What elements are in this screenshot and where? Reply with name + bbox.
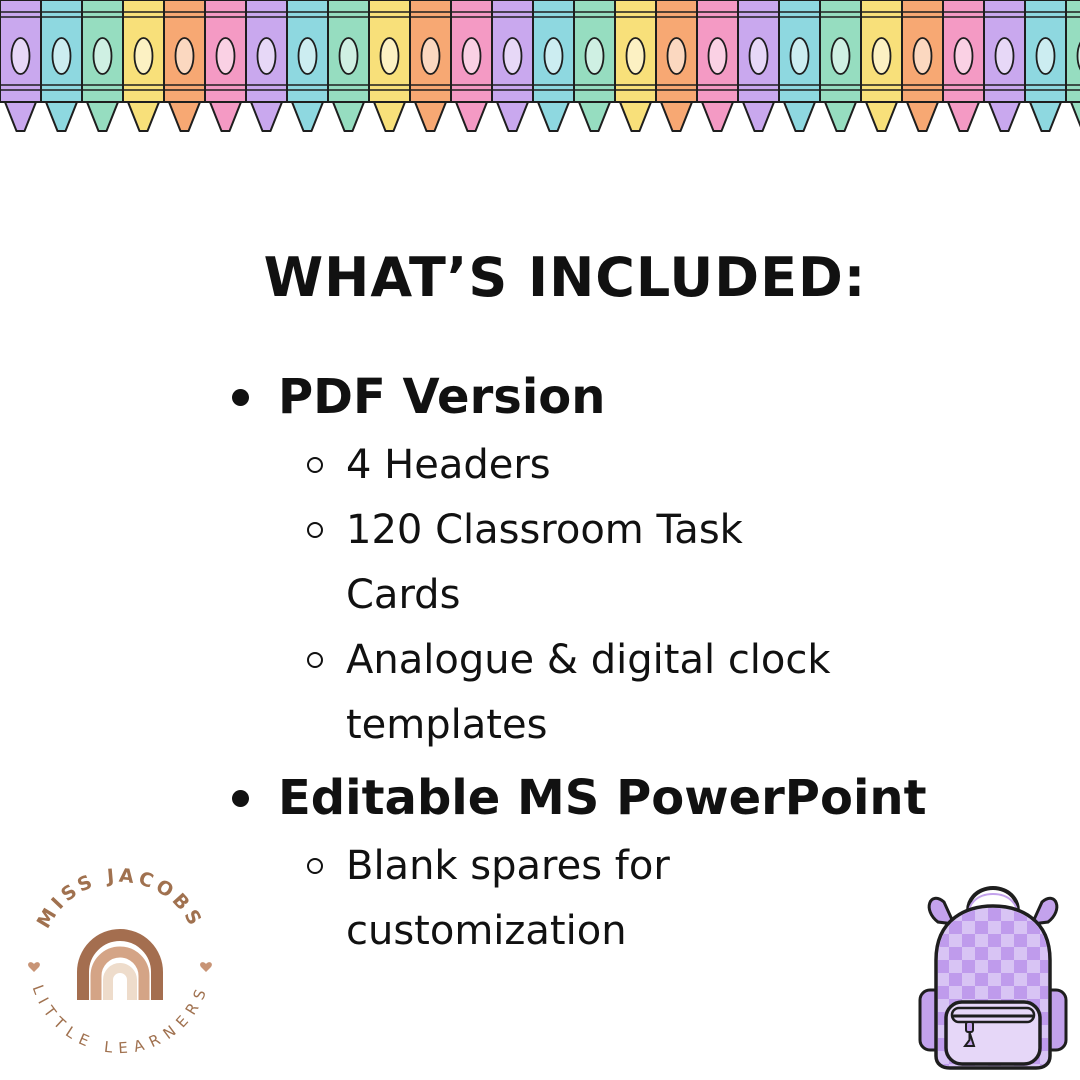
section-label: Editable MS PowerPoint — [278, 770, 927, 826]
crayon — [861, 0, 902, 131]
circle-bullet-icon — [307, 858, 323, 874]
bullet-icon — [232, 389, 249, 406]
section-pdf-row — [228, 365, 1028, 429]
list-item — [228, 498, 816, 628]
crayon — [697, 0, 738, 131]
crayon — [902, 0, 943, 131]
crayon — [533, 0, 574, 131]
crayon — [779, 0, 820, 131]
crayon — [246, 0, 287, 131]
bullet-icon — [232, 790, 249, 807]
crayon — [205, 0, 246, 131]
crayon — [738, 0, 779, 131]
circle-bullet-icon — [307, 652, 323, 668]
crayon — [984, 0, 1025, 131]
section-pdf — [228, 365, 1028, 758]
list-item-label: 4 Headers — [346, 442, 551, 488]
crayon — [615, 0, 656, 131]
crayon — [41, 0, 82, 131]
section-powerpoint-row — [228, 766, 1028, 830]
logo — [20, 860, 220, 1060]
crayon — [943, 0, 984, 131]
logo-bottom-text: LITTLE LEARNERS — [28, 982, 212, 1058]
crayon — [1025, 0, 1066, 131]
logo-top-text: MISS JACOBS — [32, 864, 208, 933]
crayon-border — [0, 0, 1080, 140]
circle-bullet-icon — [307, 522, 323, 538]
list-item-label: Blank spares for customization — [346, 843, 670, 954]
crayon — [287, 0, 328, 131]
crayon — [123, 0, 164, 131]
list-item-label: 120 Classroom Task Cards — [346, 507, 743, 618]
crayon — [164, 0, 205, 131]
rainbow-icon — [83, 935, 157, 1000]
heart-icon — [200, 962, 212, 972]
crayon — [451, 0, 492, 131]
crayon — [656, 0, 697, 131]
crayon — [0, 0, 41, 131]
page-title: WHAT’S INCLUDED: — [263, 246, 867, 309]
crayon — [410, 0, 451, 131]
crayon — [1066, 0, 1080, 131]
circle-bullet-icon — [307, 457, 323, 473]
crayon — [82, 0, 123, 131]
crayon — [820, 0, 861, 131]
section-pdf-items — [228, 433, 1028, 758]
crayon — [574, 0, 615, 131]
section-label: PDF Version — [278, 369, 606, 425]
list-item-label: Analogue & digital clock templates — [346, 637, 831, 748]
crayon — [328, 0, 369, 131]
heart-icon — [28, 962, 40, 972]
crayon — [492, 0, 533, 131]
crayon — [369, 0, 410, 131]
list-item — [228, 834, 816, 964]
backpack-icon — [908, 880, 1078, 1075]
list-item — [228, 628, 946, 758]
list-item — [228, 433, 816, 498]
